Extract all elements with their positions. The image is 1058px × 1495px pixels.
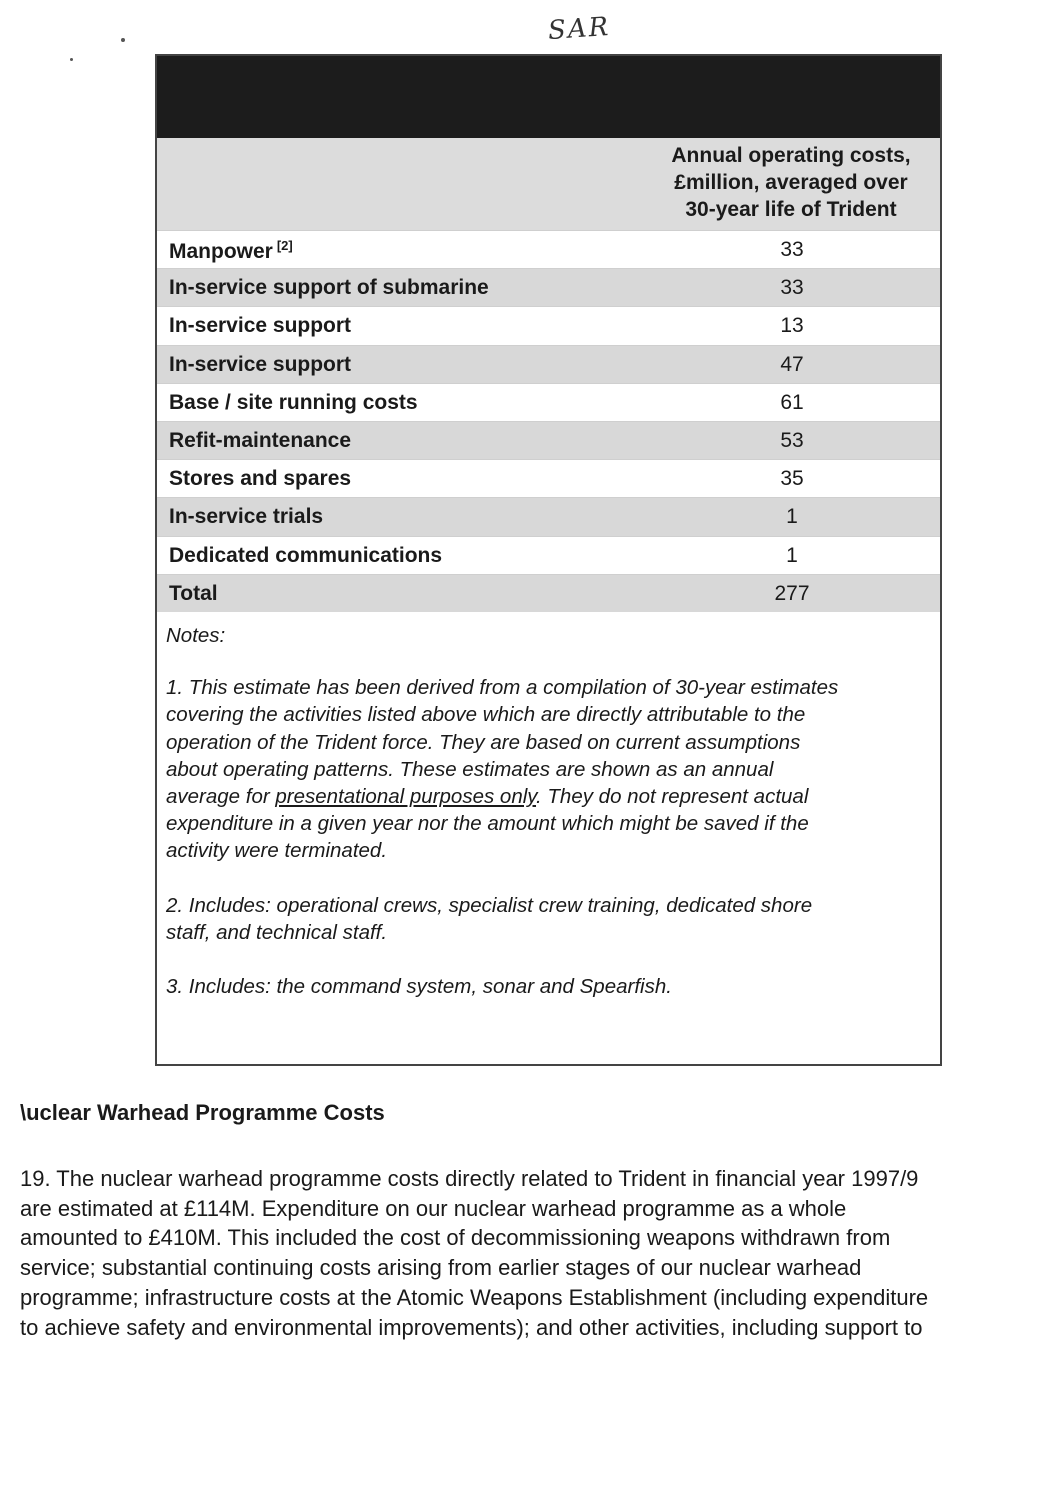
row-label: Refit-maintenance [169, 428, 352, 452]
row-label: Total [169, 581, 218, 605]
row-label: In-service trials [169, 505, 324, 529]
paragraph-line: amounted to £410M. This included the cost of decommissioning weapons withdrawn from [20, 1225, 891, 1251]
table-row [157, 536, 940, 574]
note-line: covering the activities listed above which are directly attributable to the [166, 703, 806, 727]
handwritten-annotation: SAR [547, 11, 612, 47]
row-label [169, 238, 293, 264]
section-heading: \uclear Warhead Programme Costs [20, 1100, 385, 1125]
operating-costs-table [155, 54, 942, 1066]
table-title-bar [157, 56, 940, 138]
column-header [655, 142, 927, 223]
notes-title: Notes: [166, 624, 226, 647]
table-row [157, 383, 940, 421]
row-value: 33 [780, 238, 804, 261]
underlined-phrase: presentational purposes only [275, 785, 537, 809]
note-line: expenditure in a given year nor the amount which might be saved if the [166, 812, 809, 836]
note-text: average for [166, 785, 276, 809]
row-value: 53 [780, 428, 804, 452]
note-line: 3. Includes: the command system, sonar and Spearfish. [166, 975, 672, 999]
row-value: 1 [786, 505, 798, 529]
note-line: 2. Includes: operational crews, specialist crew training, dedicated shore [166, 893, 813, 917]
note-line: staff, and technical staff. [166, 920, 388, 944]
row-label-text: Manpower [169, 240, 273, 263]
paragraph-line: 19. The nuclear warhead programme costs directly related to Trident in financial year 1997/9 [20, 1166, 919, 1191]
scan-speck [121, 38, 125, 42]
column-header-line: 30-year life of Trident [685, 198, 897, 221]
table-header-row [157, 138, 940, 230]
note-line: activity were terminated. [166, 839, 388, 863]
paragraph-line: are estimated at £114M. Expenditure on our nuclear warhead programme as a whole [20, 1195, 847, 1221]
row-label: Stores and spares [169, 467, 352, 491]
table-row [157, 497, 940, 535]
row-value: 1 [786, 543, 798, 567]
table-row [157, 421, 940, 459]
note-3 [166, 973, 928, 1000]
note-text: . They do not represent actual [536, 785, 809, 809]
table-row [157, 230, 940, 268]
paragraph-line: programme; infrastructure costs at the Atomic Weapons Establishment (including expenditure [20, 1284, 929, 1310]
table-body [157, 230, 940, 612]
note-line: operation of the Trident force. They are based on current assumptions [166, 730, 801, 754]
column-header-line: £million, averaged over [674, 171, 908, 194]
scan-speck [70, 58, 73, 61]
section-paragraph [20, 1164, 1050, 1342]
footnote-marker: [2] [276, 238, 293, 253]
row-label: In-service support [169, 352, 352, 376]
row-value: 61 [780, 390, 804, 414]
table-row [157, 306, 940, 344]
note-line [166, 783, 928, 810]
table-row [157, 459, 940, 497]
row-value: 33 [780, 276, 804, 300]
row-value: 47 [780, 352, 804, 376]
row-label: Base / site running costs [169, 390, 418, 414]
row-label: Dedicated communications [169, 543, 443, 567]
paragraph-line: service; substantial continuing costs arising from earlier stages of our nuclear warhead [20, 1255, 862, 1281]
column-header-line: Annual operating costs, [671, 144, 911, 167]
row-value: 35 [780, 467, 804, 491]
note-2 [166, 892, 928, 946]
table-row [157, 345, 940, 383]
table-row [157, 268, 940, 306]
table-notes [166, 622, 928, 1027]
row-label: In-service support of submarine [169, 276, 489, 300]
row-value: 13 [780, 314, 804, 338]
row-label: In-service support [169, 314, 352, 338]
row-value: 277 [774, 581, 810, 605]
table-row-total [157, 574, 940, 612]
note-line: about operating patterns. These estimates are shown as an annual [166, 757, 774, 781]
paragraph-line: to achieve safety and environmental improvements); and other activities, including support to [20, 1314, 923, 1340]
note-line: 1. This estimate has been derived from a compilation of 30-year estimates [166, 676, 839, 700]
note-1 [166, 674, 928, 864]
